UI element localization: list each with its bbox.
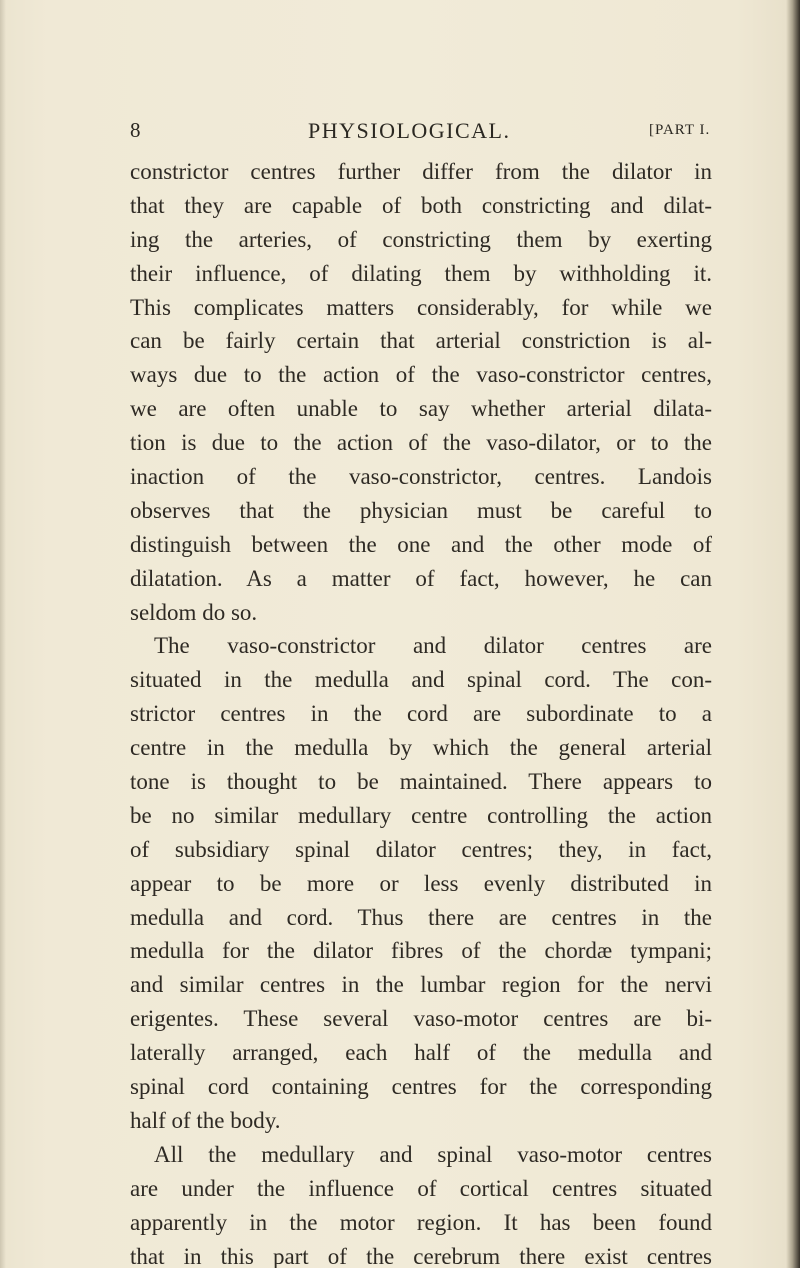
binding-shadow (786, 0, 800, 1268)
text-line: that they are capable of both constricting and dilat- (130, 192, 712, 218)
text-line: inaction of the vaso-constrictor, centres. Landois (130, 464, 712, 490)
text-line: apparently in the motor region. It has been found (130, 1209, 712, 1235)
text-line: ways due to the action of the vaso-constrictor centres, (130, 362, 712, 388)
text-line: erigentes. These several vaso-motor centres are bi- (130, 1006, 712, 1032)
body-text (130, 155, 712, 1268)
text-line: can be fairly certain that arterial constriction is al- (130, 328, 712, 354)
text-line: and similar centres in the lumbar region for the nervi (130, 972, 712, 998)
text-line: ing the arteries, of constricting them by exerting (130, 226, 712, 252)
text-line: distinguish between the one and the other mode of (130, 531, 712, 557)
text-line: centre in the medulla by which the general arterial (130, 735, 712, 761)
text-line: dilatation. As a matter of fact, however, he can (130, 565, 712, 591)
text-line: strictor centres in the cord are subordinate to a (130, 701, 712, 727)
text-line: we are often unable to say whether arterial dilata- (130, 396, 712, 422)
part-label: [PART I. (649, 122, 711, 138)
text-line: of subsidiary spinal dilator centres; they, in fact, (130, 836, 712, 862)
text-line: tone is thought to be maintained. There appears to (130, 769, 712, 795)
text-line: situated in the medulla and spinal cord. The con- (130, 667, 712, 693)
running-head-title: PHYSIOLOGICAL. (308, 118, 511, 143)
page-number: 8 (130, 118, 142, 142)
text-line: that in this part of the cerebrum there exist centres (130, 1243, 712, 1268)
text-line: laterally arranged, each half of the medulla and (130, 1040, 712, 1066)
text-line: appear to be more or less evenly distributed in (130, 870, 712, 896)
page-left-edge (0, 0, 6, 1268)
text-line: seldom do so. (130, 599, 258, 625)
running-head (130, 118, 800, 148)
text-line: medulla and cord. Thus there are centres in the (130, 904, 712, 930)
text-line: This complicates matters considerably, for while we (130, 294, 712, 320)
text-line: are under the influence of cortical centres situated (130, 1175, 712, 1201)
text-line: tion is due to the action of the vaso-dilator, or to the (130, 430, 712, 456)
text-line: be no similar medullary centre controlling the action (130, 802, 712, 828)
text-line: spinal cord containing centres for the corresponding (130, 1074, 712, 1100)
text-line: constrictor centres further differ from the dilator in (130, 159, 712, 184)
text-line: half of the body. (130, 1107, 281, 1133)
text-line: All the medullary and spinal vaso-motor centres (154, 1141, 712, 1167)
text-line: observes that the physician must be careful to (130, 497, 712, 523)
text-line: The vaso-constrictor and dilator centres are (154, 633, 712, 659)
text-line: their influence, of dilating them by withholding it. (130, 260, 712, 286)
text-line: medulla for the dilator fibres of the chordæ tympani; (130, 938, 712, 964)
